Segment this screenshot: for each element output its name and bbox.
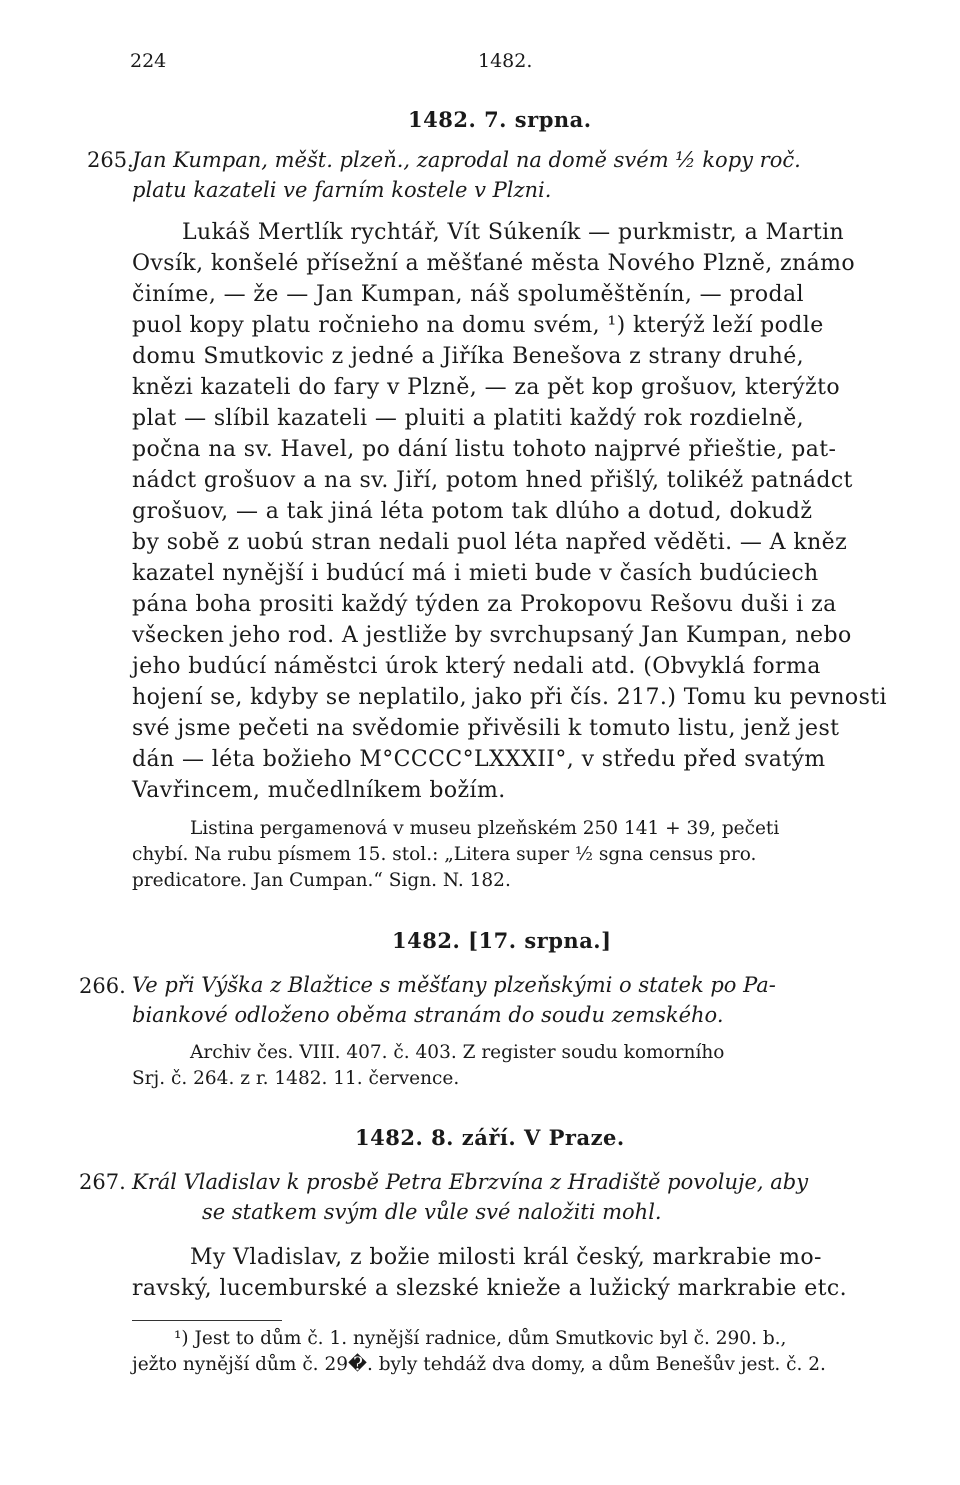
text-line: nádct grošuov a na sv. Jiří, potom hned přišlý, tolikéž patnádct [132,468,853,493]
footnote-line: ježto nynější dům č. 29�. byly tehdáž dva domy, a dům Benešův jest. č. 2. [132,1354,826,1375]
entry-265-title [132,145,862,205]
entry-title-line: se statkem svým dle vůle své naložiti mohl. [202,1200,662,1224]
entry-265-number: 265. [87,148,134,172]
text-line: grošuov, — a tak jiná léta potom tak dlúho a dotud, dokudž [132,499,813,524]
text-line: své jsme pečeti na svědomie přivěsili k tomuto listu, jenž jest [132,716,840,741]
text-line: ravský, lucemburské a slezské knieže a lužický markrabie etc. [132,1276,848,1301]
entry-title-line: biankové odloženo oběma stranám do soudu zemského. [132,1003,724,1027]
text-line: Ovsík, konšelé přísežní a měšťané města Nového Plzně, známo [132,251,856,276]
entry-267-date: 1482. 8. září. V Praze. [355,1125,625,1150]
entry-title-line: platu kazateli ve farním kostele v Plzni. [132,178,552,202]
text-line: plat — slíbil kazateli — pluiti a platiti každý rok rozdielně, [132,406,805,431]
entry-title-line: Ve při Výška z Blažtice s měšťany plzeňskými o statek po Pa- [132,973,776,997]
note-line: chybí. Na rubu písmem 15. stol.: „Litera super ½ sgna census pro. [132,844,757,865]
text-line: dán — léta božieho M°CCCC°LXXXII°, v středu před svatým [132,747,826,772]
entry-266-date: 1482. [17. srpna.] [392,928,612,953]
text-line: činíme, — že — Jan Kumpan, náš spoluměštěnín, — prodal [132,282,804,307]
entry-266-number: 266. [79,974,126,998]
footnote-rule [132,1320,282,1321]
text-line: pána boha prositi každý týden za Prokopovu Rešovu duši i za [132,592,837,617]
entry-267-number: 267. [79,1170,126,1194]
text-line: by sobě z uobú stran nedali puol léta napřed věděti. — A kněz [132,530,848,555]
text-line: jeho budúcí náměstci úrok který nedali atd. (Obvyklá forma [132,654,821,679]
entry-title-line: Král Vladislav k prosbě Petra Ebrzvína z Hradiště povoluje, aby [132,1170,809,1194]
text-line: Lukáš Mertlík rychtář, Vít Súkeník — purkmistr, a Martin [182,220,845,245]
entry-266-title [132,970,872,1030]
text-line: puol kopy platu ročnieho na domu svém, ¹) kterýž leží podle [132,313,824,338]
text-line: všecken jeho rod. A jestliže by svrchupsaný Jan Kumpan, nebo [132,623,852,648]
note-line: Listina pergamenová v museu plzeňském 250 141 + 39, pečeti [190,818,780,839]
text-line: My Vladislav, z božie milosti král český, markrabie mo- [190,1245,822,1270]
text-line: kazatel nynější i budúcí má i mieti bude v časích budúciech [132,561,819,586]
page-number: 224 [130,50,167,72]
text-line: počna na sv. Havel, po dání listu tohoto najprvé přieštie, pat- [132,437,837,462]
text-line: knězi kazateli do fary v Plzně, — za pět kop grošuov, kterýžto [132,375,841,400]
note-line: Srj. č. 264. z r. 1482. 11. července. [132,1068,460,1089]
entry-title-line: Jan Kumpan, měšt. plzeň., zaprodal na domě svém ½ kopy roč. [132,148,801,172]
text-line: domu Smutkovic z jedné a Jiříka Benešova z strany druhé, [132,344,805,369]
note-line: Archiv čes. VIII. 407. č. 403. Z register soudu komorního [190,1042,725,1063]
running-header-year: 1482. [478,50,533,72]
entry-265-date: 1482. 7. srpna. [408,107,592,132]
note-line: predicatore. Jan Cumpan.“ Sign. N. 182. [132,870,511,891]
entry-267-title [132,1167,872,1227]
footnote-line: ¹) Jest to dům č. 1. nynější radnice, dům Smutkovic byl č. 290. b., [174,1328,787,1349]
text-line: Vavřincem, mučedlníkem božím. [132,778,506,803]
text-line: hojení se, kdyby se neplatilo, jako při čís. 217.) Tomu ku pevnosti [132,685,887,710]
